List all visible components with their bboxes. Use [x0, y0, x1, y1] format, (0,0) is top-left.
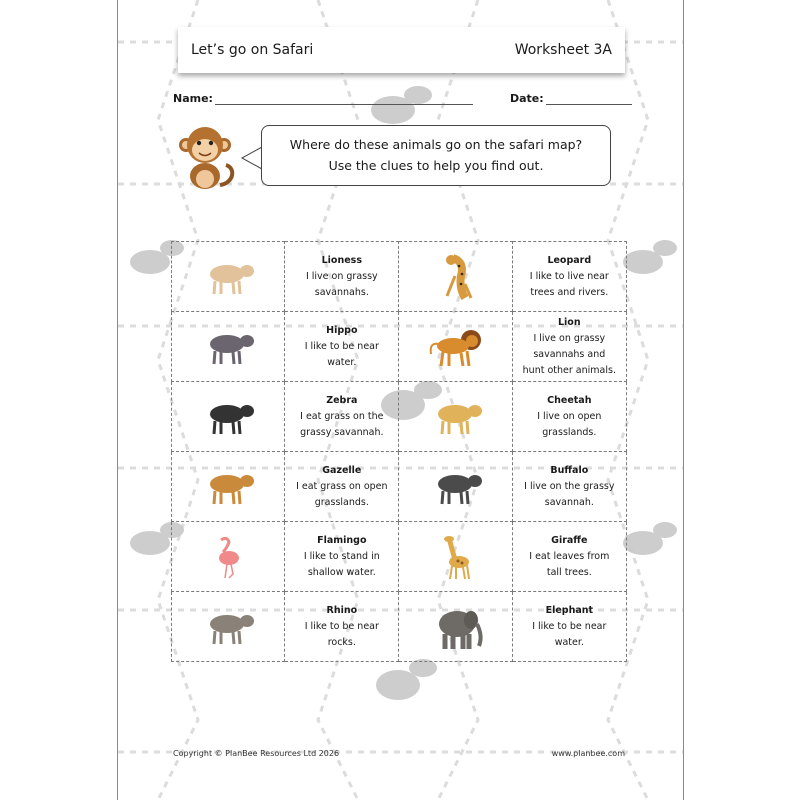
- grid-row: [172, 242, 627, 312]
- animal-name: Hippo: [326, 324, 358, 336]
- animal-clue: I live on grassy savannahs and hunt other animals.: [522, 332, 616, 376]
- elephant-icon: [425, 604, 487, 650]
- prompt-line-1: Where do these animals go on the safari map?: [289, 137, 583, 152]
- animal-clue: I live on open grasslands.: [537, 410, 602, 438]
- giraffe-icon: [425, 534, 487, 580]
- animal-name: Gazelle: [322, 464, 362, 476]
- footer-url: www.planbee.com: [551, 749, 625, 758]
- animal-name: Giraffe: [551, 534, 588, 546]
- animal-image-cell: [399, 452, 512, 522]
- grid-row: [172, 382, 627, 452]
- animal-clue: I like to stand in shallow water.: [303, 550, 380, 578]
- animal-cards-grid: [171, 241, 627, 662]
- grid-row: [172, 312, 627, 382]
- leopard-icon: [425, 254, 487, 300]
- rhino-icon: [197, 604, 259, 650]
- animal-image-cell: [399, 312, 512, 382]
- animal-clue: I like to be near water.: [304, 340, 379, 368]
- animal-name: Buffalo: [550, 464, 589, 476]
- hippo-icon: [197, 324, 259, 370]
- animal-image-cell: [399, 242, 512, 312]
- speech-bubble: [261, 125, 611, 186]
- animal-clue: I like to live near trees and rivers.: [529, 270, 609, 298]
- grid-row: [172, 592, 627, 662]
- animal-name: Elephant: [545, 604, 594, 616]
- animal-image-cell: [399, 382, 512, 452]
- lioness-icon: [197, 254, 259, 300]
- animal-image-cell: [172, 592, 285, 662]
- copyright-text: Copyright © PlanBee Resources Ltd 2026: [173, 749, 340, 758]
- date-field: [510, 92, 632, 105]
- worksheet-page: [117, 0, 684, 800]
- grid-row: [172, 522, 627, 592]
- worksheet-title: Let’s go on Safari: [191, 42, 314, 58]
- cheetah-icon: [425, 394, 487, 440]
- name-line: [215, 94, 473, 105]
- animal-image-cell: [172, 242, 285, 312]
- name-field: [173, 92, 473, 105]
- animal-clue-cell: [512, 382, 626, 452]
- animal-clue: I live on the grassy savannah.: [524, 480, 615, 508]
- animal-clue-cell: [512, 522, 626, 592]
- animal-image-cell: [172, 452, 285, 522]
- animal-image-cell: [399, 522, 512, 592]
- name-label: Name:: [173, 92, 213, 105]
- animal-image-cell: [172, 382, 285, 452]
- animal-image-cell: [172, 522, 285, 592]
- animal-clue-cell: [285, 312, 399, 382]
- animal-name: Flamingo: [317, 534, 367, 546]
- worksheet-number: Worksheet 3A: [514, 42, 612, 58]
- buffalo-icon: [425, 464, 487, 510]
- gazelle-icon: [197, 464, 259, 510]
- animal-image-cell: [399, 592, 512, 662]
- date-label: Date:: [510, 92, 544, 105]
- prompt-line-2: Use the clues to help you find out.: [328, 158, 544, 173]
- lion-icon: [425, 324, 487, 370]
- animal-clue-cell: [285, 382, 399, 452]
- animal-name: Zebra: [326, 394, 358, 406]
- animal-clue-cell: [285, 522, 399, 592]
- animal-name: Cheetah: [547, 394, 592, 406]
- animal-name: Lion: [558, 316, 581, 328]
- animal-clue-cell: [512, 242, 626, 312]
- animal-name: Lioness: [321, 254, 362, 266]
- animal-clue-cell: [512, 312, 626, 382]
- worksheet-header: [178, 27, 625, 73]
- animal-clue: I eat leaves from tall trees.: [529, 550, 610, 578]
- animal-clue-cell: [512, 452, 626, 522]
- animal-clue: I like to be near rocks.: [304, 620, 379, 648]
- animal-name: Rhino: [326, 604, 358, 616]
- animal-clue-cell: [285, 592, 399, 662]
- animal-clue: I live on grassy savannahs.: [305, 270, 378, 298]
- animal-clue-cell: [285, 242, 399, 312]
- animal-clue: I like to be near water.: [532, 620, 607, 648]
- date-line: [546, 94, 632, 105]
- grid-row: [172, 452, 627, 522]
- animal-clue-cell: [285, 452, 399, 522]
- monkey-icon: [178, 123, 238, 191]
- animal-name: Leopard: [547, 254, 592, 266]
- animal-clue-cell: [512, 592, 626, 662]
- animal-clue: I eat grass on the grassy savannah.: [300, 410, 384, 438]
- flamingo-icon: [197, 534, 259, 580]
- zebra-icon: [197, 394, 259, 440]
- animal-clue: I eat grass on open grasslands.: [296, 480, 388, 508]
- animal-image-cell: [172, 312, 285, 382]
